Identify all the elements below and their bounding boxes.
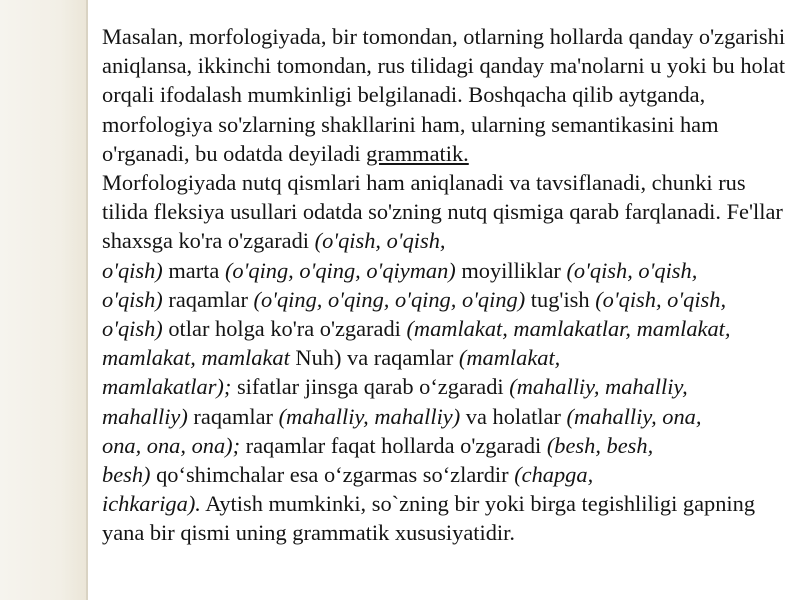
italic-run: (o'qish, o'qish, o'qish) — [102, 228, 446, 283]
italic-run: (chapga, ichkariga). — [102, 462, 594, 517]
text-run: raqamlar — [162, 286, 254, 312]
italic-run: (mahalliy, mahalliy) — [278, 403, 461, 429]
italic-run: (mamlakat, mamlakatlar, mamlakat, mamlakat, mamlakat — [102, 316, 731, 371]
italic-run: (o'qing, o'qing, o'qiyman) — [224, 257, 456, 283]
text-run: Aytish mumkinki, so`zning bir yoki birga tegishliligi gapning yana bir qismi uning grammatik xususiyatidir. — [102, 491, 761, 546]
slide-left-decoration — [0, 0, 86, 600]
text-run: Nuh) va raqamlar — [289, 345, 459, 371]
grammatik-link[interactable]: grammatik. — [366, 140, 469, 166]
text-run: raqamlar — [187, 403, 279, 429]
italic-run: (mahalliy, mahalliy, mahalliy) — [102, 374, 688, 429]
text-run: sifatlar jinsga qarab o‘zgaradi — [231, 374, 510, 400]
text-run: Morfologiyada nutq qismlari ham aniqlanadi va tavsiflanadi, chunki rus tilida fleksiya usullari odatda so'zning nutq qismiga qarab farqlanadi. Fe'llar shaxsga ko'ra o'zgaradi — [102, 170, 783, 254]
italic-run: (mahalliy, ona, ona, ona, ona); — [102, 403, 702, 458]
italic-run: (o'qish, o'qish, o'qish) — [102, 286, 727, 342]
text-run: moyilliklar — [455, 257, 567, 283]
slide-text — [102, 22, 792, 548]
text-run: otlar holga ko'ra o'zgaradi — [162, 316, 407, 342]
text-run: Masalan, morfologiyada, bir tomondan, otlarning hollarda qanday o'zgarishi aniqlansa, ikkinchi tomondan, rus tilidagi qanday ma'nolarni u yoki bu holat orqali ifodalash mumkinligi belgilanadi. Boshqacha qilib aytganda, morfologiya so'zlarning shakllarini ham, ularning semantikasini ham o'rganadi, bu odatda deyiladi — [102, 24, 791, 166]
italic-run: (o'qish, o'qish, o'qish) — [102, 257, 698, 312]
italic-run: (o'qing, o'qing, o'qing, o'qing) — [253, 286, 526, 312]
text-run: raqamlar faqat hollarda o'zgaradi — [240, 432, 547, 458]
text-run: tug'ish — [525, 286, 596, 312]
slide-left-divider — [86, 0, 88, 600]
italic-run: (besh, besh, besh) — [102, 432, 654, 488]
italic-run: (mamlakat, mamlakatlar); — [102, 345, 561, 400]
text-run: marta — [162, 257, 225, 283]
text-run: va holatlar — [460, 403, 567, 429]
text-run: qo‘shimchalar esa o‘zgarmas so‘zlardir — [150, 462, 515, 488]
